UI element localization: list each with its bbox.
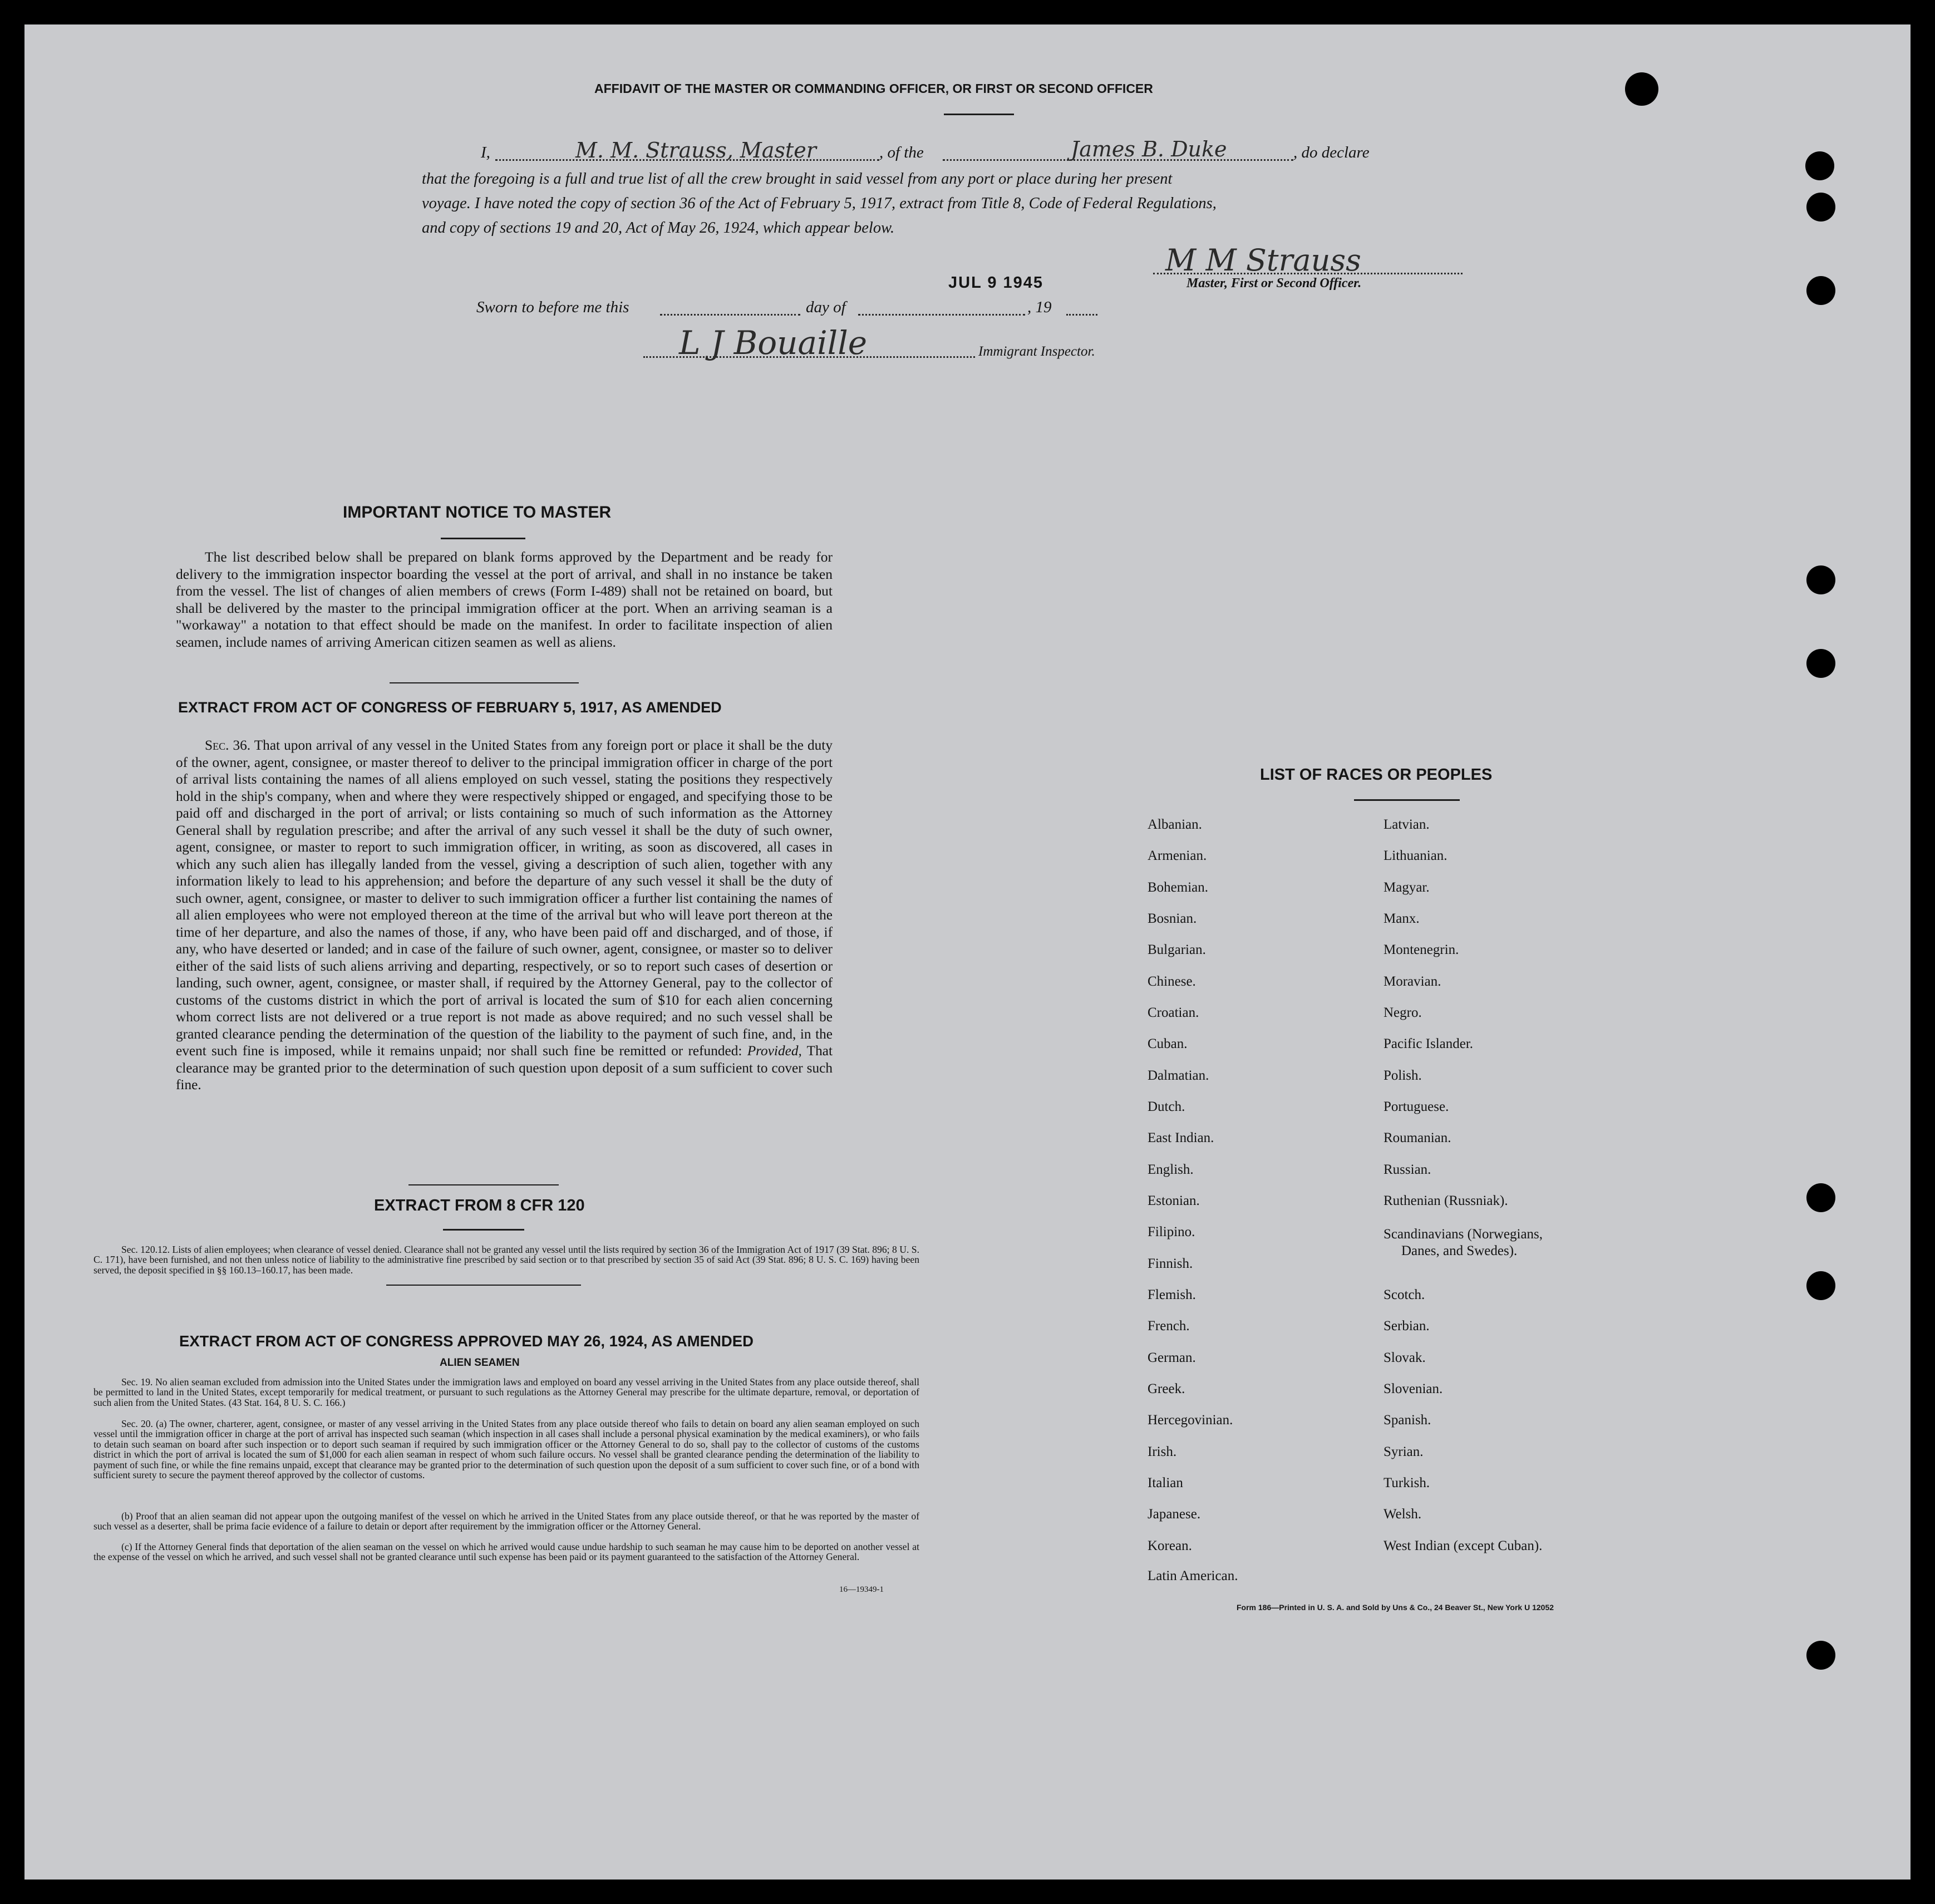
punch-hole-icon: [1806, 1641, 1835, 1670]
race-item: Greek.: [1148, 1381, 1185, 1396]
sworn-line: [476, 298, 1178, 321]
sworn-month-field: [858, 314, 1025, 316]
race-item: French.: [1148, 1318, 1190, 1334]
inspector-caption: Immigrant Inspector.: [978, 344, 1095, 359]
extract-1924-sec20c: (c) If the Attorney General finds that deportation of the alien seaman on the vessel on which he arrived would cause undue hardship to such seaman he may cause him to be deported on another vessel at the expense of the vessel on which he arrived, and such vessel shall not be granted clearance until such expense has been paid or its payment guaranteed to the satisfaction of the Attorney General.: [93, 1541, 919, 1563]
race-item: Portuguese.: [1383, 1099, 1449, 1114]
affidavit-line-2: that the foregoing is a full and true list of all the crew brought in said vessel from any port or place during her present: [422, 170, 1173, 188]
race-item: Chinese.: [1148, 974, 1196, 989]
printer-footer: Form 186—Printed in U. S. A. and Sold by Uns & Co., 24 Beaver St., New York U 12052: [1237, 1603, 1554, 1612]
race-item: Italian: [1148, 1475, 1183, 1490]
sworn-year-field: [1066, 314, 1097, 316]
race-item: Moravian.: [1383, 974, 1441, 989]
punch-hole-icon: [1805, 151, 1834, 180]
affidavit-line-3: voyage. I have noted the copy of section 36 of the Act of February 5, 1917, extract from Title 8, Code of Federal Regulations,: [422, 195, 1217, 212]
affidavit-line-1: [481, 137, 1705, 166]
race-item: Lithuanian.: [1383, 848, 1447, 863]
punch-hole-icon: [1806, 1183, 1835, 1212]
affidavit-of-the: , of the: [879, 144, 924, 161]
race-item: Flemish.: [1148, 1287, 1196, 1302]
punch-hole-icon: [1806, 193, 1835, 222]
race-item: Japanese.: [1148, 1507, 1201, 1522]
affidavit-do-declare: , do declare: [1293, 144, 1370, 161]
race-item: Serbian.: [1383, 1318, 1430, 1334]
race-item: Polish.: [1383, 1068, 1422, 1083]
extract-1924-sec20a: Sec. 20. (a) The owner, charterer, agent, consignee, or master of any vessel arriving in the United States from any place outside thereof who fails to detain on board any alien seaman employed on such vessel until the immigration officer in charge at the port of arrival has inspected such seaman (which inspection in all cases shall include a personal physical examination by the medical examiners), or who fails to detain such seaman on board after such inspection or to deport such seaman if required by such immigration officer or the Attorney General to do so, shall pay to the collector of customs of the customs district in which the port of arrival is located the sum of $1,000 for each alien seaman in respect of whom such failure occurs. No vessel shall be granted clearance pending the determination of the liability to payment of such fine, or while the fine remains unpaid, except that clearance may be granted prior to the determination of such question upon the deposit of a sum sufficient to cover such fine, or of a bond with sufficient surety to secure the payment thereof approved by the collector of customs.: [93, 1418, 919, 1481]
races-title-rule: [1354, 799, 1460, 801]
sworn-prefix: Sworn to before me this: [476, 298, 629, 316]
notice-end-rule: [390, 682, 579, 683]
extract-1924-form-code: 16—19349-1: [839, 1585, 884, 1594]
race-item: Dalmatian.: [1148, 1068, 1209, 1083]
extract-1924-sec20b: (b) Proof that an alien seaman did not appear upon the outgoing manifest of the vessel on which he arrived in the United States from any place outside thereof, or that he was reported by the master of such vessel as a deserter, shall be prima facie evidence of a failure to detain or deport after requirement by the immigration officer or the Attorney General.: [93, 1511, 919, 1532]
sworn-day-field: [660, 314, 800, 316]
race-item: Cuban.: [1148, 1036, 1188, 1051]
race-item: Welsh.: [1383, 1507, 1422, 1522]
race-item: Negro.: [1383, 1005, 1422, 1020]
race-item: Estonian.: [1148, 1193, 1200, 1208]
race-item: Latin American.: [1148, 1568, 1238, 1583]
extract-1917-body-end: That clearance may be granted prior to the determination of such question upon deposit of a sum sufficient to cover such fine.: [176, 1043, 833, 1093]
races-title: LIST OF RACES OR PEOPLES: [1260, 766, 1493, 784]
race-item: Danes, and Swedes).: [1401, 1243, 1518, 1258]
affidavit-title: AFFIDAVIT OF THE MASTER OR COMMANDING OFFICER, OR FIRST OR SECOND OFFICER: [594, 81, 1153, 96]
affidavit-title-rule: [944, 114, 1014, 115]
punch-hole-icon: [1806, 649, 1835, 678]
race-item: Turkish.: [1383, 1475, 1430, 1490]
race-item: Pacific Islander.: [1383, 1036, 1474, 1051]
race-item: Bulgarian.: [1148, 942, 1206, 957]
sworn-day-of: day of: [806, 298, 846, 316]
master-name-handwriting: M. M. Strauss, Master: [575, 138, 816, 163]
inspector-signature: L J Bouaille: [679, 324, 868, 362]
race-item: Filipino.: [1148, 1224, 1195, 1239]
punch-hole-icon: [1806, 565, 1835, 594]
race-item: Scotch.: [1383, 1287, 1425, 1302]
notice-text: The list described below shall be prepared on blank forms approved by the Department and be ready for delivery to the immigration inspector boarding the vessel at the port of arrival, and shall in no instance be taken from the vessel. The list of changes of alien members of crews (Form I-489) shall not be retained on board, but shall be delivered by the master to the principal immigration officer at the port. When an arriving seaman is a "workaway" a notation to that effect should be made on the manifest. In order to facilitate inspection of alien seamen, include names of arriving American citizen seamen as well as aliens.: [176, 549, 833, 650]
race-item: Russian.: [1383, 1162, 1431, 1177]
race-item: English.: [1148, 1162, 1194, 1177]
extract-cfr-title-rule: [443, 1229, 524, 1231]
race-item: West Indian (except Cuban).: [1383, 1538, 1543, 1553]
punch-hole-icon: [1806, 276, 1835, 305]
race-item: Magyar.: [1383, 880, 1430, 895]
race-item: Latvian.: [1383, 817, 1430, 832]
race-item: German.: [1148, 1350, 1196, 1365]
punch-hole-icon: [1625, 72, 1658, 106]
race-item: Bohemian.: [1148, 880, 1209, 895]
punch-hole-icon: [1806, 1271, 1835, 1300]
race-item: Croatian.: [1148, 1005, 1199, 1020]
sworn-year-prefix: , 19: [1027, 298, 1052, 316]
extract-cfr-text: Sec. 120.12. Lists of alien employees; when clearance of vessel denied. Clearance shall not be granted any vessel until the lists required by section 36 of the Immigration Act of 1917 (39 Stat. 896; 8 U. S. C. 171), have been furnished, and not then unless notice of liability to the administrative fine prescribed by said section or to that prescribed by section 35 of said Act (39 Stat. 896; 8 U. S. C. 169) having been served, the deposit specified in §§ 160.13–160.17, has been made.: [93, 1244, 919, 1276]
race-item: Slovak.: [1383, 1350, 1426, 1365]
vessel-name-handwriting: James B. Duke: [1071, 137, 1227, 161]
race-item: Slovenian.: [1383, 1381, 1443, 1396]
race-item: Korean.: [1148, 1538, 1192, 1553]
extract-1924-sec19: Sec. 19. No alien seaman excluded from admission into the United States under the immigration laws and employed on board any vessel arriving in the United States from any place outside thereof, shall be permitted to land in the United States, except temporarily for medical treatment, or pursuant to such regulations as the Attorney General may prescribe for the ultimate departure, removal, or deportation of such alien from the United States. (43 Stat. 164, 8 U. S. C. 166.): [93, 1376, 919, 1408]
race-item: Roumanian.: [1383, 1130, 1451, 1145]
extract-1917-title: EXTRACT FROM ACT OF CONGRESS OF FEBRUARY 5, 1917, AS AMENDED: [178, 699, 722, 716]
extract-1924-title: EXTRACT FROM ACT OF CONGRESS APPROVED MAY 26, 1924, AS AMENDED: [179, 1332, 754, 1350]
race-item: Finnish.: [1148, 1256, 1193, 1271]
officer-signature: M M Strauss: [1165, 243, 1361, 278]
extract-1917-sec-label: Sec. 36.: [205, 737, 251, 753]
race-item: Hercegovinian.: [1148, 1413, 1233, 1428]
race-item: Montenegrin.: [1383, 942, 1459, 957]
extract-1917-end-rule: [408, 1184, 559, 1185]
form-page: [24, 24, 1911, 1880]
race-item: Scandinavians (Norwegians,: [1383, 1227, 1543, 1242]
extract-1924-subtitle: ALIEN SEAMEN: [440, 1357, 520, 1369]
race-item: Dutch.: [1148, 1099, 1185, 1114]
extract-cfr-title: EXTRACT FROM 8 CFR 120: [374, 1197, 585, 1214]
race-item: Ruthenian (Russniak).: [1383, 1193, 1508, 1208]
race-item: Manx.: [1383, 911, 1420, 926]
extract-cfr-end-rule: [386, 1285, 581, 1286]
race-item: Armenian.: [1148, 848, 1207, 863]
extract-1917-provided: Provided,: [747, 1043, 802, 1059]
affidavit-i: I,: [481, 144, 490, 161]
officer-caption: Master, First or Second Officer.: [1186, 276, 1362, 291]
race-item: Spanish.: [1383, 1413, 1431, 1428]
extract-1917-body: That upon arrival of any vessel in the United States from any foreign port or place it shall be the duty of the owner, agent, consignee, or master thereof to deliver to the principal immigration officer in charge of the port of arrival lists containing the names of all aliens employed on such vessel, stating the positions they respectively hold in the ship's company, when and where they were respectively shipped or engaged, and specifying those to be paid off and discharged in the port of arrival; or lists containing so much of such information as the Attorney General shall by regulation prescribe; and after the arrival of any such vessel it shall be the duty of such owner, agent, consignee, or master to report to such immigration officer, in writing, as soon as discovered, all cases in which any such alien has illegally landed from the vessel, giving a description of such alien, together with any information likely to lead to his apprehension; and before the departure of any such vessel it shall be the duty of such owner, agent, consignee, or master to deliver to such immigration officer a further list containing the names of all alien employees who were not employed thereon at the time of the arrival but who will leave port thereon at the time of her departure, and also the names of those, if any, who have been paid off and discharged, and of those, if any, who have deserted or landed; and in case of the failure of such owner, agent, consignee, or master so to deliver either of the said lists of such aliens arriving and departing, respectively, or so to report such cases of desertion or landing, such owner, agent, consignee, or master shall, if required by the Attorney General, pay to the collector of customs of the customs district in which the port of arrival is located the sum of $10 for each alien concerning whom correct lists are not delivered or a true report is not made as above required; and no such vessel shall be granted clearance pending the determination of the question of the liability to the payment of such fine, and, in the event such fine is imposed, while it remains unpaid; nor shall such fine be remitted or refunded:: [176, 737, 833, 1059]
date-stamp: JUL 9 1945: [948, 274, 1044, 292]
race-item: Albanian.: [1148, 817, 1202, 832]
extract-1917-text: [176, 737, 833, 1094]
notice-title-rule: [441, 538, 525, 539]
race-item: Bosnian.: [1148, 911, 1197, 926]
notice-title: IMPORTANT NOTICE TO MASTER: [343, 503, 612, 521]
race-item: Syrian.: [1383, 1444, 1424, 1459]
race-item: Irish.: [1148, 1444, 1177, 1459]
affidavit-line-4: and copy of sections 19 and 20, Act of May 26, 1924, which appear below.: [422, 219, 895, 237]
race-item: East Indian.: [1148, 1130, 1214, 1145]
